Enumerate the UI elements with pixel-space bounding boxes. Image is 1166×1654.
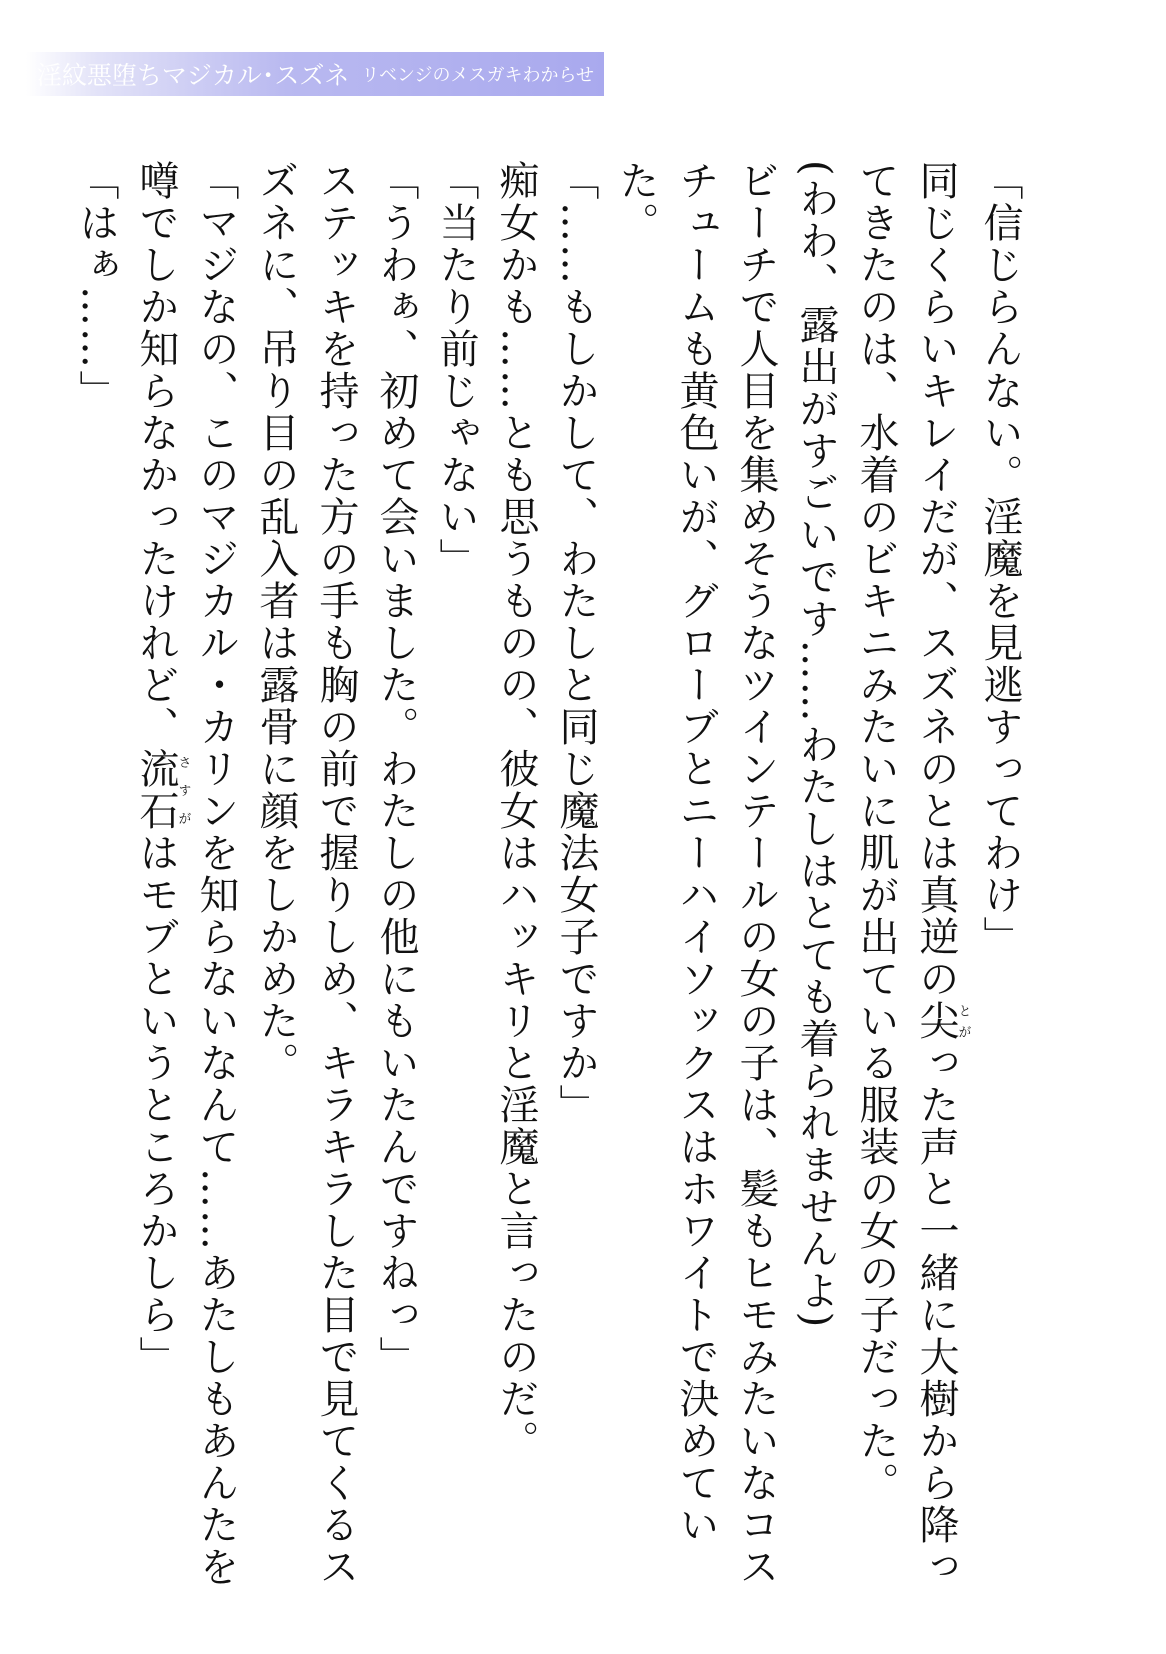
- paragraph-2-part-b: った声と一緒に大樹から降ってきたのは、水着のビキニみたいに肌が出ている服装の女の子だった。: [853, 160, 959, 1588]
- paragraph-3: (わわ、露出がすごいです……わたしはとても着られませんよ): [793, 160, 839, 1330]
- book-subtitle: リベンジのメスガキわからせ: [361, 65, 594, 86]
- paragraph-10: [126, 160, 246, 1590]
- running-header: [26, 52, 604, 96]
- paragraph-7: 「当たり前じゃない」: [433, 160, 479, 580]
- paragraph-10-part-a: 「マジなの、このマジカル・カリンを知らないなんて……あたしもあんたを噂でしか知らなかったけれど、: [133, 160, 239, 1588]
- vertical-text-body: [70, 160, 1030, 1590]
- paragraph-2-part-a: 同じくらいキレイだが、スズネのとは真逆の: [913, 160, 959, 1000]
- paragraph-5: 「……もしかして、わたしと同じ魔法女子ですか」: [553, 160, 599, 1126]
- ruby-toga-base: 尖: [913, 1000, 959, 1042]
- paragraph-8: 「うわぁ、初めて会いました。わたしの他にもいたんですねっ」: [373, 160, 419, 1378]
- paragraph-2: [846, 160, 970, 1590]
- ruby-sasuga-reading: さすが: [175, 748, 191, 832]
- paragraph-9: ステッキを持った方の手も胸の前で握りしめ、キラキラした目で見てくるスズネに、吊り目の乱入者は露骨に顔をしかめた。: [253, 160, 359, 1588]
- paragraph-6: 痴女かも……とも思うものの、彼女はハッキリと淫魔と言ったのだ。: [493, 160, 539, 1462]
- ruby-toga: [913, 1000, 971, 1042]
- paragraph-10-part-b: はモブというところかしら」: [133, 832, 179, 1378]
- paragraph-4: ビーチで人目を集めそうなツインテールの女の子は、髪もヒモみたいなコスチュームも黄色いが、グローブとニーハイソックスはホワイトで決めていた。: [613, 160, 779, 1588]
- paragraph-11: 「はぁ……」: [73, 160, 119, 412]
- book-title: 淫紋悪堕ちマジカル･スズネ: [36, 61, 350, 90]
- paragraph-1: 「信じらんない。淫魔を見逃すってわけ」: [977, 160, 1023, 958]
- ruby-sasuga: [133, 748, 191, 832]
- ruby-toga-reading: とが: [955, 1000, 971, 1042]
- ruby-sasuga-base: 流石: [133, 748, 179, 832]
